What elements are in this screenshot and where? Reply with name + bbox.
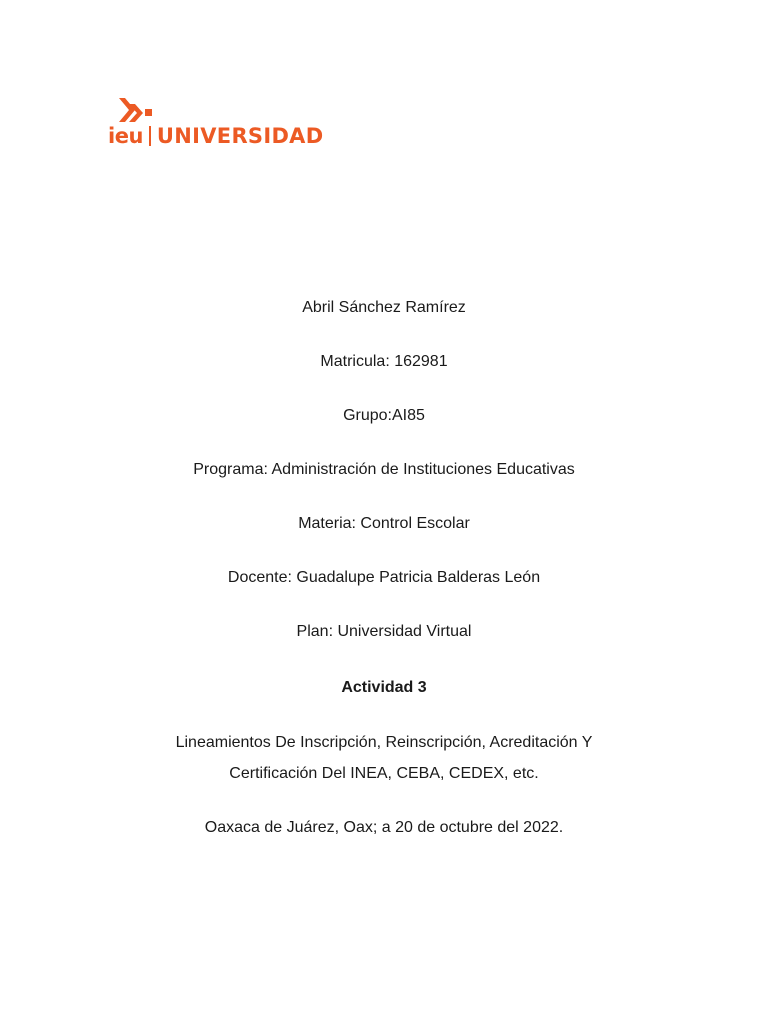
- materia: Materia: Control Escolar: [298, 515, 470, 532]
- topic-line-1: Lineamientos De Inscripción, Reinscripción, Acreditación Y: [175, 734, 593, 751]
- ieu-universidad-logo: [108, 96, 348, 156]
- place-date: Oaxaca de Juárez, Oax; a 20 de octubre del 2022.: [204, 819, 564, 836]
- matricula: Matricula: 162981: [320, 353, 448, 370]
- programa: Programa: Administración de Instituciones Educativas: [193, 461, 575, 478]
- grupo: Grupo:AI85: [343, 407, 425, 424]
- student-name: Abril Sánchez Ramírez: [302, 299, 466, 316]
- docente: Docente: Guadalupe Patricia Balderas León: [227, 569, 541, 586]
- logo-wordmark: [108, 126, 323, 147]
- logo-separator: [149, 126, 151, 146]
- logo-brand-short: ieu: [108, 124, 143, 148]
- topic-line-2: Certificación Del INEA, CEBA, CEDEX, etc.: [229, 765, 539, 782]
- activity-title: Actividad 3: [341, 679, 427, 696]
- plan: Plan: Universidad Virtual: [296, 623, 472, 640]
- logo-brand-name: UNIVERSIDAD: [156, 124, 324, 148]
